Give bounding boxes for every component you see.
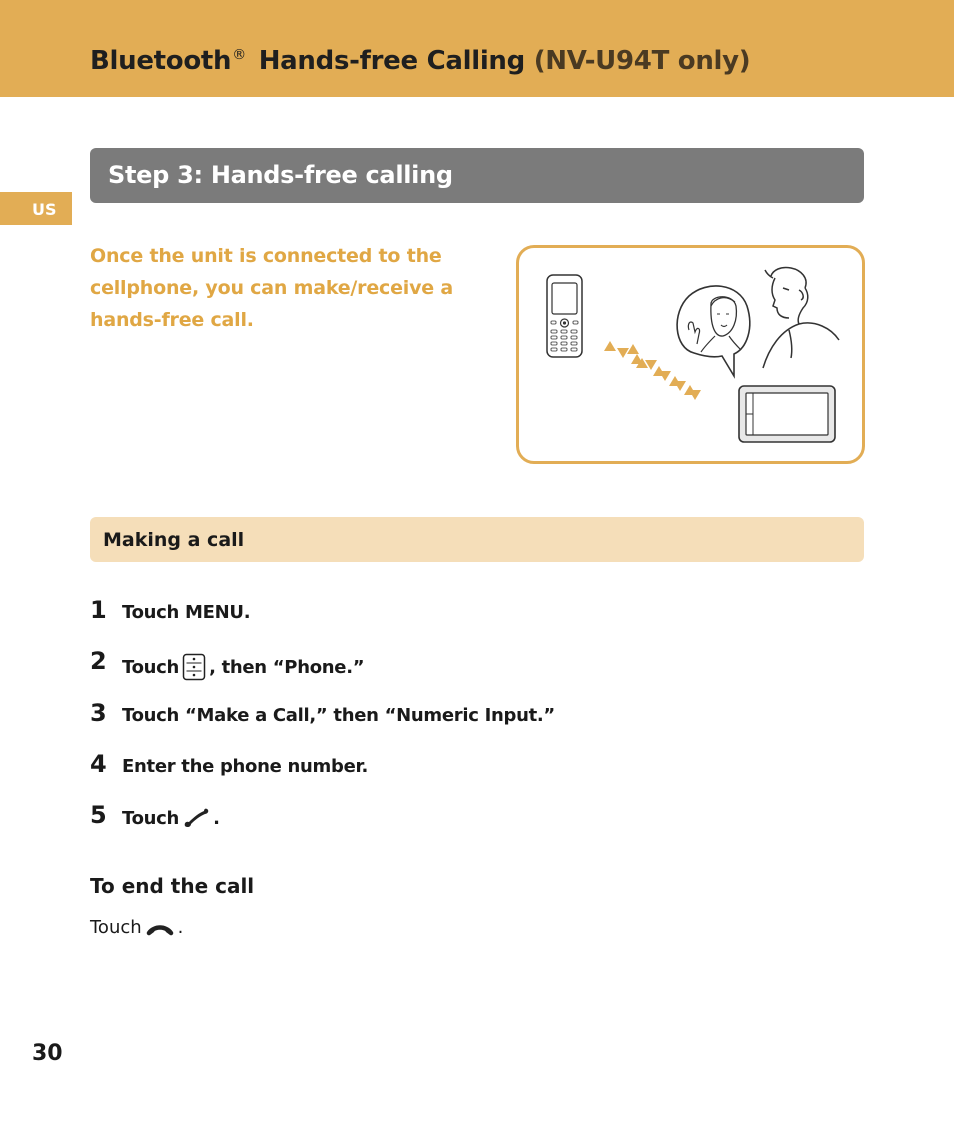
step-number: 5	[90, 801, 107, 829]
end-call-text-after: .	[177, 917, 184, 938]
step-number: 1	[90, 596, 107, 624]
handsfree-illustration	[519, 248, 862, 461]
subsection-bar	[90, 517, 864, 562]
page-header	[0, 0, 954, 97]
title-main: Bluetooth	[90, 46, 232, 76]
section-title: Step 3: Hands-free calling	[108, 161, 453, 189]
step-text-after: .	[213, 807, 220, 829]
end-call-text	[90, 917, 183, 938]
call-icon	[182, 807, 210, 829]
navigation-unit-icon	[739, 386, 835, 442]
intro-text: Once the unit is connected to the cellphone, you can make/receive a hands-free call.	[90, 245, 454, 331]
phone-menu-icon	[182, 653, 206, 681]
step-text-before: Touch	[122, 807, 180, 829]
region-tab: US	[0, 192, 72, 225]
step-text: Enter the phone number.	[122, 756, 369, 777]
end-call-text-before: Touch	[90, 917, 142, 938]
title-model: (NV-U94T only)	[533, 46, 751, 76]
end-call-icon	[145, 919, 175, 937]
step-text: Touch “Make a Call,” then “Numeric Input.”	[122, 705, 555, 726]
driver-figure	[763, 267, 839, 368]
cellphone-icon	[547, 275, 582, 357]
step-text	[122, 653, 364, 681]
step-number: 4	[90, 750, 107, 778]
step-number: 2	[90, 647, 107, 675]
page-number: 30	[32, 1041, 63, 1066]
step-text: Touch MENU.	[122, 602, 251, 623]
section-bar	[90, 148, 864, 203]
step-number: 3	[90, 699, 107, 727]
end-call-title: To end the call	[90, 874, 255, 898]
page-title	[90, 46, 750, 76]
title-rest: Hands-free Calling	[249, 46, 525, 76]
step-text-before: Touch	[122, 656, 180, 678]
subsection-title: Making a call	[103, 529, 245, 551]
illustration-box	[516, 245, 865, 464]
step-text	[122, 807, 220, 829]
registered-mark: ®	[232, 47, 246, 64]
step-text-after: , then “Phone.”	[209, 656, 365, 678]
speech-bubble-icon	[677, 286, 750, 376]
